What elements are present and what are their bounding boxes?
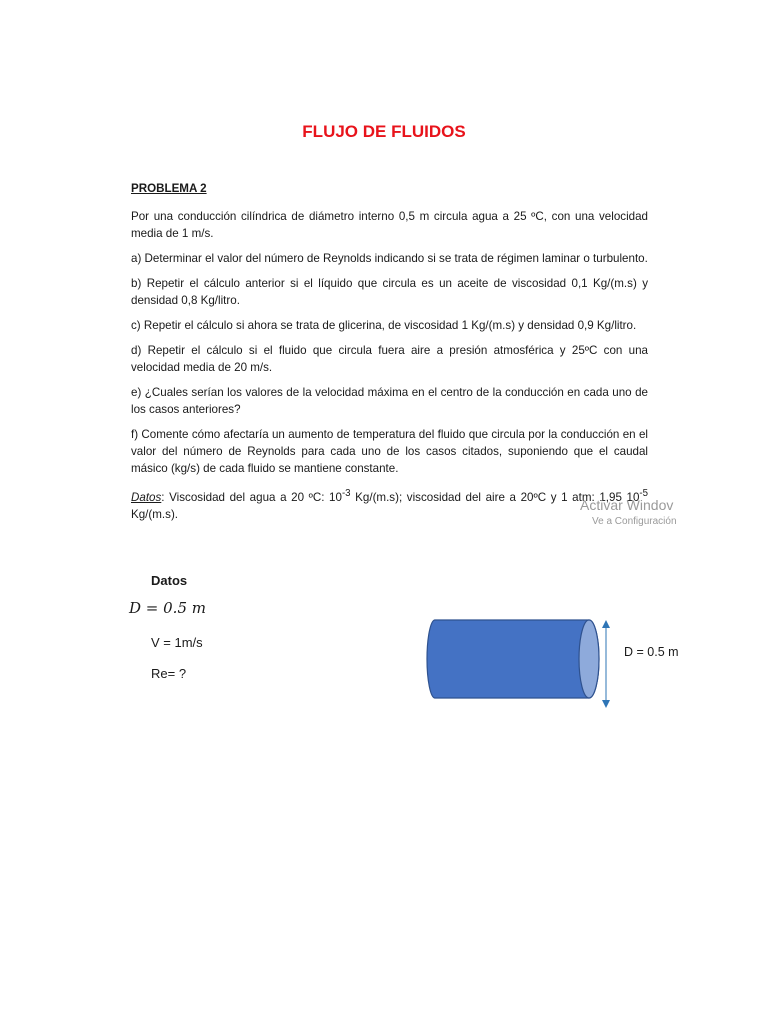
watermark-line-2: Ve a Configuración (592, 516, 677, 527)
watermark-line-1: Activar Windov (580, 497, 674, 513)
problem-statement (131, 180, 648, 531)
datos-label: Datos (131, 490, 162, 504)
data-section-title: Datos (151, 573, 188, 588)
datos-text-1: : Viscosidad del agua a 20 ºC: 10 (161, 490, 342, 504)
problem-item-c: c) Repetir el cálculo si ahora se trata de glicerina, de viscosidad 1 Kg/(m.s) y densidad 0,9 Kg/litro. (131, 319, 637, 332)
datos-text-2: Kg/(m.s); viscosidad del aire a 20ºC y 1 atm: 1,95 10 (350, 490, 640, 504)
datos-exponent-1: -3 (341, 488, 351, 499)
problem-heading: PROBLEMA 2 (131, 182, 207, 195)
problem-datos (131, 485, 648, 523)
datos-text-3: Kg/(m.s). (131, 507, 179, 521)
diameter-formula: D = 0.5 m (129, 599, 206, 617)
cylinder-body (427, 620, 599, 698)
problem-intro: Por una conducción cilíndrica de diámetro interno 0,5 m circula agua a 25 ºC, con una velocidad media de 1 m/s. (131, 210, 648, 240)
problem-item-e: e) ¿Cuales serían los valores de la velocidad máxima en el centro de la conducción en cada uno de los casos anteriores? (131, 386, 648, 416)
velocity-value: V = 1m/s (151, 635, 203, 650)
problem-item-b: b) Repetir el cálculo anterior si el líquido que circula es un aceite de viscosidad 0,1 Kg/(m.s) y densidad 0,8 Kg/litro. (131, 277, 648, 307)
activation-watermark (580, 495, 677, 529)
problem-item-a: a) Determinar el valor del número de Reynolds indicando si se trata de régimen laminar o turbulento. (131, 252, 648, 265)
diameter-label: D = 0.5 m (624, 645, 679, 659)
reynolds-value: Re= ? (151, 666, 187, 681)
document-title: FLUJO DE FLUIDOS (302, 122, 466, 141)
pipe-cylinder-figure (425, 614, 615, 710)
problem-item-f: f) Comente cómo afectaría un aumento de temperatura del fluido que circula por la conducción en el valor del número de Reynolds para cada uno de los casos citados, suponiendo que el caudal másico (kg/s) de cada fluido se mantiene constante. (131, 428, 648, 475)
datos-exponent-2: -5 (639, 488, 648, 499)
cylinder-end-face (579, 620, 599, 698)
problem-item-d: d) Repetir el cálculo si el fluido que circula fuera aire a presión atmosférica y 25ºC con una velocidad media de 20 m/s. (131, 344, 648, 374)
